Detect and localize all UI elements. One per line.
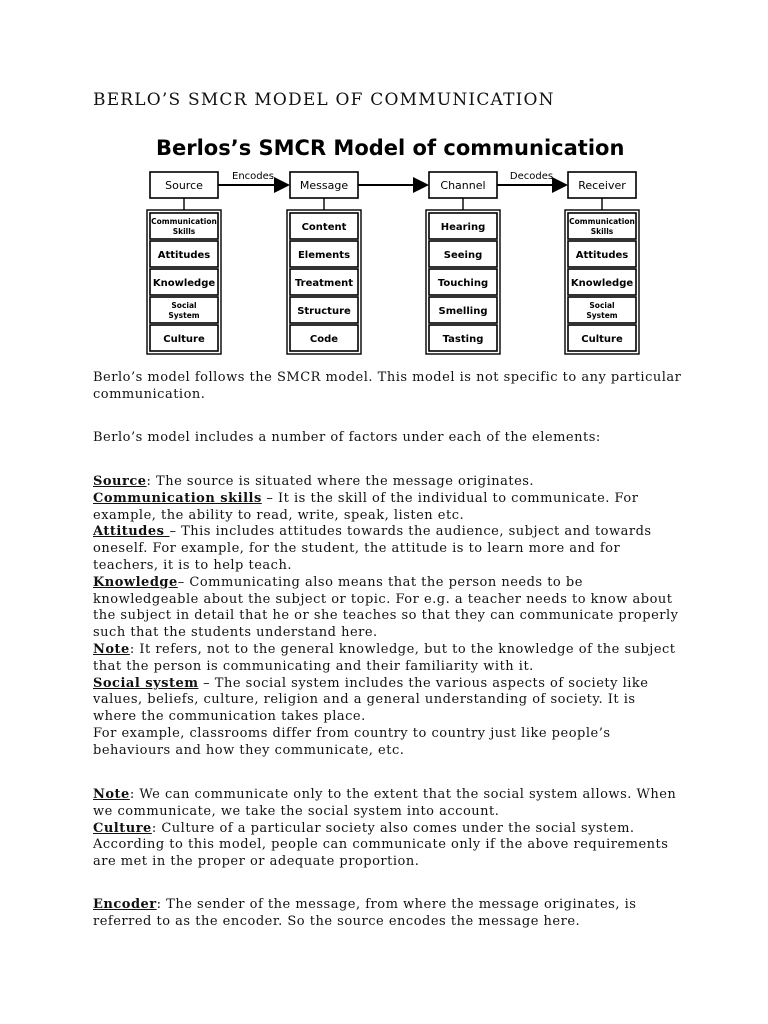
source-item-label: Skills xyxy=(172,227,196,236)
source-text: : The source is situated where the message originates. xyxy=(146,474,535,489)
message-item-content xyxy=(290,213,358,239)
social-system-example: For example, classrooms differ from country to country just like people’s behaviours and how they communicate, etc. xyxy=(93,725,611,758)
message-item-elements xyxy=(290,241,358,267)
attitudes-term: Attitudes xyxy=(93,524,170,540)
encoder-text: : The sender of the message, from where the message originates, is referred to as the encoder. So the source encodes the message here. xyxy=(93,897,637,929)
channel-item-label: Tasting xyxy=(442,334,484,345)
encoder-paragraph xyxy=(93,897,683,931)
message-header-label: Message xyxy=(299,179,349,192)
receiver-item-label: Attitudes xyxy=(575,250,629,261)
knowledge-term: Knowledge xyxy=(93,574,178,590)
document-title: BERLO’S SMCR MODEL OF COMMUNICATION xyxy=(93,90,555,110)
source-item-label: System xyxy=(168,311,200,320)
note-text-1: : It refers, not to the general knowledge, but to the knowledge of the subject that the person is communicating and their familiarity with it. xyxy=(93,641,676,674)
source-header-label: Source xyxy=(165,179,203,192)
message-item-label: Treatment xyxy=(294,278,354,289)
note-culture-section xyxy=(93,787,683,871)
communication-skills-term: Communication skills xyxy=(93,490,262,506)
knowledge-paragraph xyxy=(93,575,683,642)
encoder-term: Encoder xyxy=(93,897,157,912)
source-item-social-system xyxy=(150,297,218,323)
message-item-structure xyxy=(290,297,358,323)
note-paragraph-2 xyxy=(93,787,683,821)
note-term-1: Note xyxy=(93,641,130,657)
smcr-diagram xyxy=(130,130,650,362)
source-item-knowledge xyxy=(150,269,218,295)
receiver-item-label: Skills xyxy=(590,227,614,236)
channel-item-label: Touching xyxy=(437,278,489,289)
message-item-label: Content xyxy=(301,222,347,233)
source-item-label: Attitudes xyxy=(157,250,211,261)
communication-skills-paragraph xyxy=(93,491,683,525)
source-item-attitudes xyxy=(150,241,218,267)
intro-text-2: Berlo’s model includes a number of factors under each of the elements: xyxy=(93,430,601,445)
note-text-2: : We can communicate only to the extent that the social system allows. When we communicate, we take the social system into account. xyxy=(93,787,677,819)
source-item-label: Knowledge xyxy=(152,278,216,289)
intro-paragraph-1 xyxy=(93,370,683,404)
channel-item-seeing xyxy=(429,241,497,267)
intro-text-1: Berlo’s model follows the SMCR model. This model is not specific to any particular communication. xyxy=(93,370,682,402)
receiver-item-label: Communication xyxy=(569,217,635,226)
channel-item-smelling xyxy=(429,297,497,323)
receiver-item-label: Culture xyxy=(581,334,623,345)
source-item-communication-skills xyxy=(150,213,218,239)
receiver-item-social-system xyxy=(568,297,636,323)
source-item-label: Social xyxy=(171,301,197,310)
source-item-label: Communication xyxy=(151,217,217,226)
attitudes-paragraph xyxy=(93,524,683,574)
factors-section xyxy=(93,474,683,760)
message-item-label: Structure xyxy=(297,306,351,317)
culture-paragraph xyxy=(93,821,683,871)
encoder-section xyxy=(93,897,683,931)
note-term-2: Note xyxy=(93,787,130,802)
receiver-item-label: Knowledge xyxy=(570,278,634,289)
receiver-item-culture xyxy=(568,325,636,351)
communication-skills-text: – It is the skill of the individual to communicate. For example, the ability to read, write, speak, listen etc. xyxy=(93,490,639,523)
social-system-paragraph xyxy=(93,676,683,726)
message-header-box xyxy=(290,172,358,198)
message-item-treatment xyxy=(290,269,358,295)
receiver-item-label: Social xyxy=(589,301,615,310)
channel-item-label: Smelling xyxy=(438,306,488,317)
source-paragraph xyxy=(93,474,683,491)
receiver-item-attitudes xyxy=(568,241,636,267)
intro-paragraph-2 xyxy=(93,430,683,447)
social-system-term: Social system xyxy=(93,675,199,691)
knowledge-text: – Communicating also means that the person needs to be knowledgeable about the subject or topic. For e.g. a teacher needs to know about the subject in detail that he or she teaches so that they can communicate properly such that the students understand here. xyxy=(93,574,679,641)
diagram-title: Berlos’s SMCR Model of communication xyxy=(156,136,625,160)
channel-header-box xyxy=(429,172,497,198)
arrow-label-decodes: Decodes xyxy=(509,171,554,182)
message-item-code xyxy=(290,325,358,351)
arrow-label-encodes: Encodes xyxy=(232,171,274,182)
channel-item-tasting xyxy=(429,325,497,351)
channel-item-label: Seeing xyxy=(443,250,483,261)
source-item-label: Culture xyxy=(163,334,205,345)
channel-item-label: Hearing xyxy=(440,222,486,233)
source-header-box xyxy=(150,172,218,198)
receiver-header-box xyxy=(568,172,636,198)
culture-text: : Culture of a particular society also comes under the social system. According to this model, people can communicate only if the above requirements are met in the proper or adequate proportion. xyxy=(93,820,669,870)
culture-term: Culture xyxy=(93,820,152,836)
social-system-text: – The social system includes the various aspects of society like values, beliefs, culture, religion and a general understanding of society. It is where the communication takes place. xyxy=(93,675,649,725)
receiver-header-label: Receiver xyxy=(578,179,626,192)
source-term: Source xyxy=(93,474,147,489)
channel-header-label: Channel xyxy=(440,179,486,192)
receiver-item-label: System xyxy=(586,311,618,320)
channel-item-touching xyxy=(429,269,497,295)
receiver-item-knowledge xyxy=(568,269,636,295)
note-paragraph-1 xyxy=(93,642,683,676)
message-item-label: Elements xyxy=(297,250,351,261)
channel-item-hearing xyxy=(429,213,497,239)
attitudes-text: – This includes attitudes towards the audience, subject and towards oneself. For example, for the student, the attitude is to learn more and for teachers, it is to help teach. xyxy=(93,524,652,573)
receiver-item-communication-skills xyxy=(568,213,636,239)
source-item-culture xyxy=(150,325,218,351)
message-item-label: Code xyxy=(309,334,339,345)
smcr-diagram-svg xyxy=(130,130,650,362)
